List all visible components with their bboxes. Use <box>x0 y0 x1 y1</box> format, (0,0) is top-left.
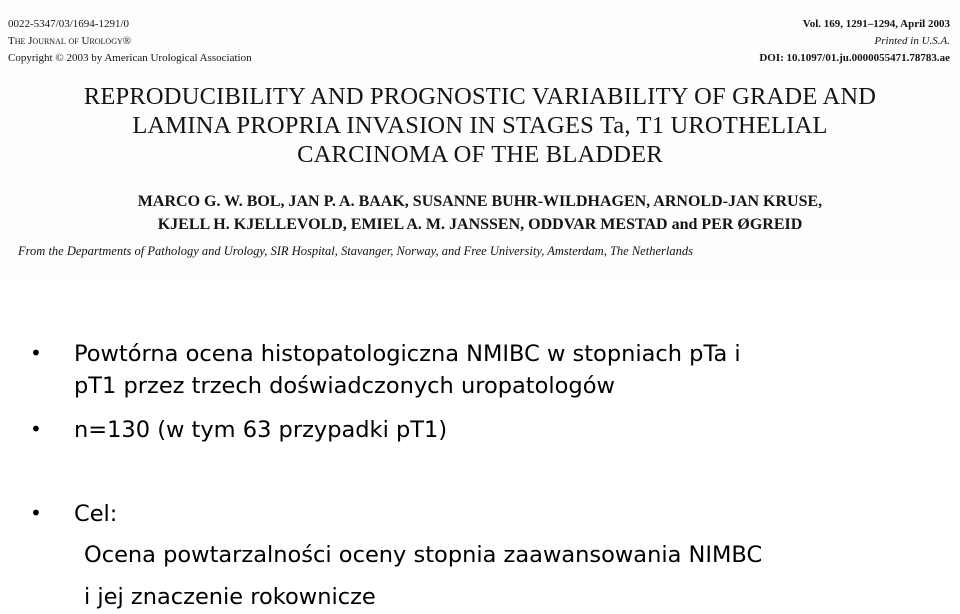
bullet-3-sub-line-2: i jej znaczenie rokownicze <box>84 584 376 610</box>
doi-line: DOI: 10.1097/01.ju.0000055471.78783.ae <box>759 52 950 64</box>
volume-line: Vol. 169, 1291–1294, April 2003 <box>802 18 950 30</box>
title-line: CARCINOMA OF THE BLADDER <box>297 141 663 168</box>
author-line: MARCO G. W. BOL, JAN P. A. BAAK, SUSANNE BUHR-WILDHAGEN, ARNOLD-JAN KRUSE, <box>137 193 823 210</box>
journal-name: The Journal of Urology® <box>8 35 132 47</box>
author-line: KJELL H. KJELLEVOLD, EMIEL A. M. JANSSEN, ODDVAR MESTAD and PER ØGREID <box>157 216 803 233</box>
bullet-symbol: • <box>30 417 42 441</box>
bullet-3-line-1: Cel: <box>74 501 118 527</box>
title-line: LAMINA PROPRIA INVASION IN STAGES Ta, T1 UROTHELIAL <box>132 112 828 139</box>
bullet-symbol: • <box>30 341 42 365</box>
bullet-3-sub-line-1: Ocena powtarzalności oceny stopnia zaawansowania NIMBC <box>84 542 763 568</box>
article-affiliation: From the Departments of Pathology and Urology, SIR Hospital, Stavanger, Norway, and Free University, Amsterdam, The Netherlands <box>18 244 693 258</box>
printed-line: Printed in U.S.A. <box>874 35 950 47</box>
bullet-symbol: • <box>30 501 42 525</box>
issn-line: 0022-5347/03/1694-1291/0 <box>8 18 129 30</box>
bullet-2-line-1: n=130 (w tym 63 przypadki pT1) <box>74 417 448 443</box>
bullet-1-line-2: pT1 przez trzech doświadczonych uropatologów <box>74 373 615 399</box>
title-line: REPRODUCIBILITY AND PROGNOSTIC VARIABILITY OF GRADE AND <box>83 83 877 110</box>
bullet-1-line-1: Powtórna ocena histopatologiczna NMIBC w stopniach pTa i <box>74 341 741 367</box>
copyright-line: Copyright © 2003 by American Urological Association <box>8 52 252 64</box>
